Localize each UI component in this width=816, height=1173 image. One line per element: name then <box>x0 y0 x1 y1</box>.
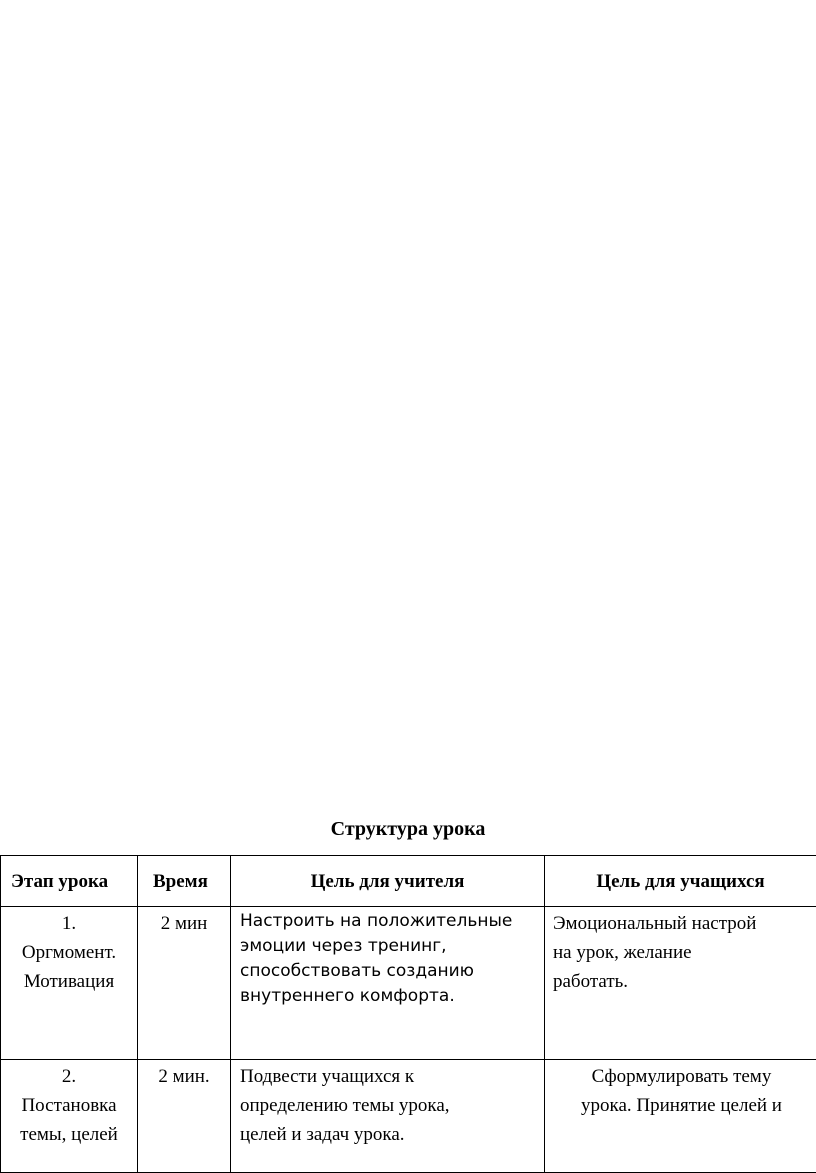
page-title: Структура урока <box>330 818 486 840</box>
header-teacher-goal: Цель для учителя <box>231 856 545 907</box>
student-goal-line: Эмоциональный настрой <box>553 913 757 934</box>
teacher-goal-line: Подвести учащихся к <box>240 1066 415 1087</box>
student-goal-cell <box>545 907 816 1060</box>
table-header-row <box>1 856 816 907</box>
teacher-goal-line: Настроить на положительные <box>240 911 513 931</box>
header-stage: Этап урока <box>1 856 138 907</box>
stage-line: Оргмомент. <box>21 942 117 963</box>
teacher-goal-cell <box>231 1060 545 1173</box>
student-goal-line: работать. <box>553 971 629 992</box>
stage-line: темы, целей <box>20 1124 118 1145</box>
teacher-goal-line: внутреннего комфорта. <box>240 986 455 1006</box>
teacher-goal-line: эмоции через тренинг, <box>240 936 447 956</box>
time-cell: 2 мин. <box>138 1060 231 1173</box>
student-goal-line: урока. Принятие целей и <box>581 1095 782 1116</box>
table-row <box>1 907 816 1060</box>
teacher-goal-line: определению темы урока, <box>240 1095 450 1116</box>
stage-cell <box>1 1060 138 1173</box>
lesson-structure-table <box>0 855 816 1173</box>
teacher-goal-line: способствовать созданию <box>240 961 474 981</box>
table-row <box>1 1060 816 1173</box>
stage-cell <box>1 907 138 1060</box>
header-student-goal: Цель для учащихся <box>545 856 816 907</box>
student-goal-line: на урок, желание <box>553 942 692 963</box>
time-cell: 2 мин <box>138 907 231 1060</box>
teacher-goal-cell <box>231 907 545 1060</box>
stage-line: 1. <box>61 913 77 934</box>
stage-line: Мотивация <box>23 971 115 992</box>
header-time: Время <box>138 856 231 907</box>
student-goal-line: Сформулировать тему <box>591 1066 772 1087</box>
student-goal-cell <box>545 1060 816 1173</box>
stage-line: 2. <box>61 1066 77 1087</box>
teacher-goal-line: целей и задач урока. <box>240 1124 405 1145</box>
stage-line: Постановка <box>21 1095 117 1116</box>
